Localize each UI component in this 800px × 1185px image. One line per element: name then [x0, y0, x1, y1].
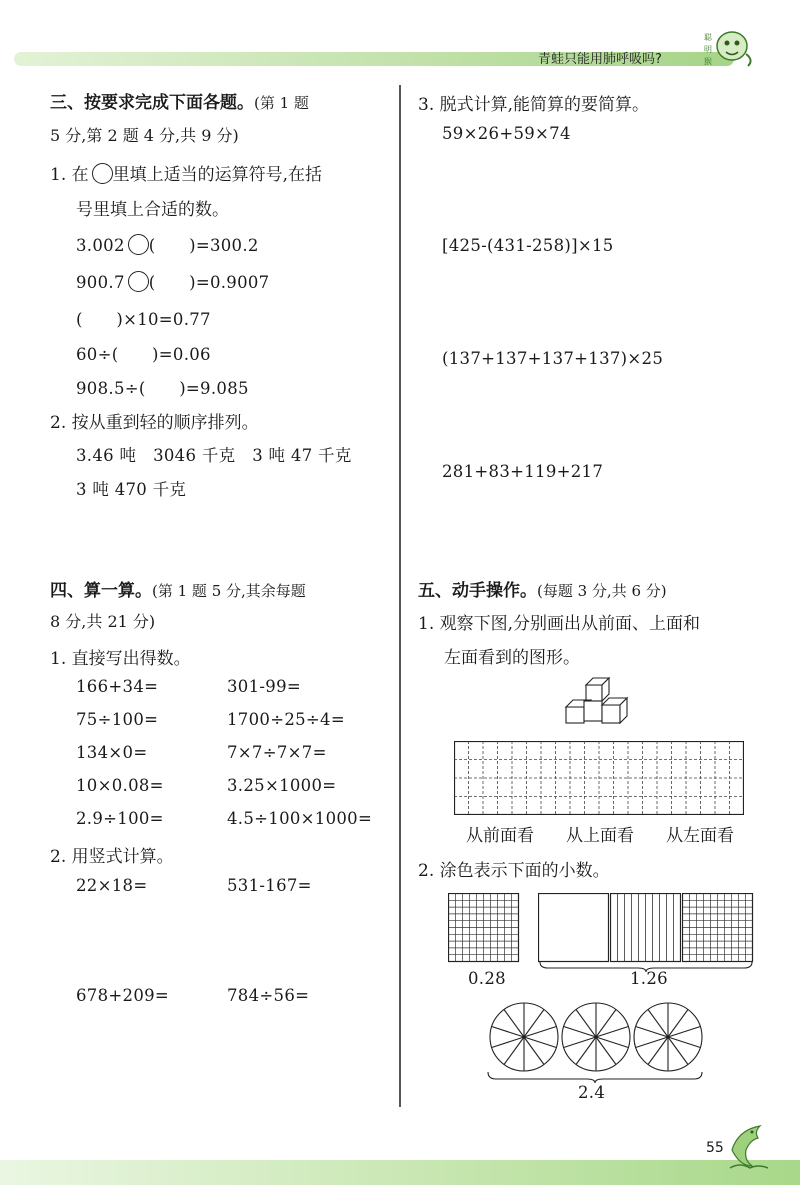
section-3-note-line1: (第 1 题 — [254, 94, 309, 112]
s4-q1-left-1: 166+34= — [76, 677, 159, 696]
page-number: 55 — [706, 1140, 724, 1156]
s3-q1-item-b-left: 900.7 — [76, 273, 125, 292]
drawing-grid[interactable] — [454, 741, 744, 815]
s3-q2-line2: 3 吨 470 千克 — [76, 480, 187, 499]
s4-q1-right-2: 1700÷25÷4= — [227, 710, 345, 729]
tenths-strip-square[interactable] — [610, 893, 682, 963]
grid-label-left: 从左面看 — [666, 826, 734, 846]
section-4-title: 四、算一算。 — [50, 581, 152, 601]
s3-q1-item-b — [76, 269, 269, 293]
grid-label-top: 从上面看 — [566, 826, 634, 846]
brace-2-4 — [486, 1070, 704, 1084]
s4-q2-r2-right: 784÷56= — [227, 986, 310, 1005]
square-label-1-26: 1.26 — [630, 969, 668, 988]
s3-q3-expr-3: (137+137+137+137)×25 — [442, 349, 664, 368]
s4-q2-r2-left: 678+209= — [76, 986, 170, 1005]
section-5-note: (每题 3 分,共 6 分) — [537, 582, 667, 600]
s3-q1-item-b-right: ( )=0.9007 — [148, 273, 270, 292]
s3-q2: 2. 按从重到轻的顺序排列。 — [50, 413, 259, 433]
s4-q1-right-3: 7×7÷7×7= — [227, 743, 327, 762]
s3-q3-title: 3. 脱式计算,能简算的要简算。 — [418, 95, 650, 115]
circle-label-2-4: 2.4 — [578, 1083, 606, 1102]
s3-q1-item-a-left: 3.002 — [76, 236, 125, 255]
s4-q1-right-5: 4.5÷100×1000= — [227, 809, 373, 828]
s3-q3-expr-1: 59×26+59×74 — [442, 124, 571, 143]
s5-q1-line1: 1. 观察下图,分别画出从前面、上面和 — [418, 614, 701, 634]
svg-text:聪: 聪 — [704, 33, 712, 42]
s3-q1-item-c: ( )×10=0.77 — [76, 310, 211, 329]
section-3-note-line2: 5 分,第 2 题 4 分,共 9 分) — [50, 126, 239, 145]
s3-q1-line1 — [50, 160, 322, 185]
svg-text:猴: 猴 — [704, 57, 712, 66]
monkey-logo-icon — [700, 24, 756, 70]
s3-q1-line1b: 里填上适当的运算符号,在括 — [112, 165, 323, 185]
section-3-title-line — [50, 88, 309, 113]
header-tagline: 青蛙只能用肺呼吸吗? — [538, 52, 662, 67]
s4-q1-right-4: 3.25×1000= — [227, 776, 337, 795]
s4-q1-left-2: 75÷100= — [76, 710, 159, 729]
answer-circle-icon[interactable] — [128, 234, 149, 255]
section-4-title-line — [50, 576, 306, 601]
cube-stack-figure — [562, 677, 634, 727]
section-5-title-line — [418, 576, 667, 601]
section-4-note-line2: 8 分,共 21 分) — [50, 612, 156, 631]
s3-q1-item-d: 60÷( )=0.06 — [76, 345, 211, 364]
s4-q1-left-3: 134×0= — [76, 743, 148, 762]
s4-q2-r1-right: 531-167= — [227, 876, 312, 895]
s3-q1-item-a — [76, 232, 259, 256]
answer-circle-icon[interactable] — [128, 271, 149, 292]
fraction-circles[interactable] — [488, 1000, 704, 1074]
s3-q3-expr-2: [425-(431-258)]×15 — [442, 236, 614, 255]
s4-q1-left-5: 2.9÷100= — [76, 809, 164, 828]
answer-circle-icon — [92, 163, 113, 184]
blank-square[interactable] — [538, 893, 610, 963]
s3-q1-line1a: 1. 在 — [50, 165, 89, 185]
square-label-0-28: 0.28 — [468, 969, 506, 988]
s4-q2: 2. 用竖式计算。 — [50, 847, 174, 867]
section-3-title: 三、按要求完成下面各题。 — [50, 93, 254, 113]
s5-q2: 2. 涂色表示下面的小数。 — [418, 861, 610, 881]
s3-q1-item-a-right: ( )=300.2 — [148, 236, 259, 255]
s4-q1: 1. 直接写出得数。 — [50, 649, 191, 669]
s5-q1-line2: 左面看到的图形。 — [444, 648, 580, 668]
footer-band — [0, 1160, 800, 1185]
s4-q2-r1-left: 22×18= — [76, 876, 148, 895]
column-divider — [399, 85, 401, 1107]
s3-q3-expr-4: 281+83+119+217 — [442, 462, 604, 481]
s4-q1-right-1: 301-99= — [227, 677, 301, 696]
s4-q1-left-4: 10×0.08= — [76, 776, 164, 795]
hundred-grid-square-1[interactable] — [448, 893, 520, 963]
section-4-note-line1: (第 1 题 5 分,其余每题 — [152, 582, 306, 600]
s3-q1-line2: 号里填上合适的数。 — [76, 200, 229, 220]
section-5-title: 五、动手操作。 — [418, 581, 537, 601]
s3-q2-line1: 3.46 吨 3046 千克 3 吨 47 千克 — [76, 446, 352, 465]
dolphin-logo-icon — [724, 1120, 772, 1172]
svg-text:明: 明 — [704, 45, 712, 54]
hundred-grid-square-2[interactable] — [682, 893, 754, 963]
grid-label-front: 从前面看 — [466, 826, 534, 846]
s3-q1-item-e: 908.5÷( )=9.085 — [76, 379, 249, 398]
